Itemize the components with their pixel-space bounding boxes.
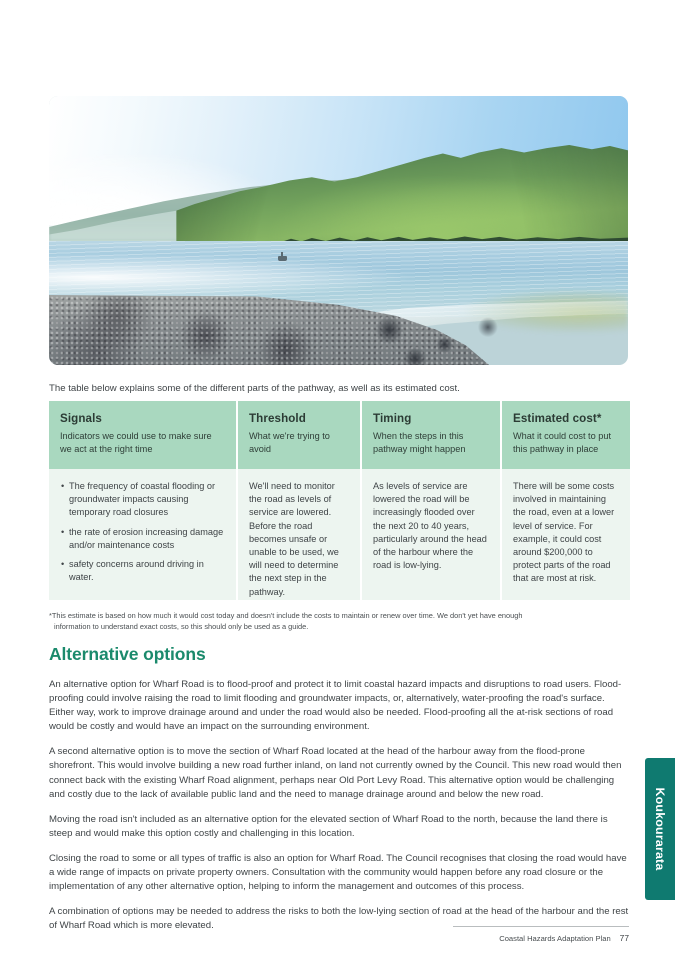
table-column-threshold xyxy=(238,401,360,600)
paragraph: An alternative option for Wharf Road is to flood-proof and protect it to limit coastal hazard impacts and disruptions to road users. Flood-proofing could involve raising the road to limit flooding and groundwater impacts, or, alternatively, water-proofing the road's surface. Either way, work to improve drainage around and under the road would also be needed. Flood-proofing all the at-risk sections of road would be costly and would have an impact on the surrounding environment. xyxy=(49,679,622,733)
column-title: Threshold xyxy=(249,412,306,425)
column-title: Estimated cost* xyxy=(513,412,602,425)
photo-boat xyxy=(278,256,287,261)
paragraph: Moving the road isn't included as an alternative option for the elevated section of Wharf Road to the north, because the land there is steep and would make this option costly and challenging in this location. xyxy=(49,813,608,839)
footer-divider xyxy=(453,926,629,927)
table-header-estimated-cost xyxy=(502,401,630,469)
list-item: • the rate of erosion increasing damage and/or maintenance costs xyxy=(69,526,225,552)
signals-list xyxy=(60,480,225,584)
paragraph: A combination of options may be needed to address the risks to both the low-lying section of road at the head of the harbour and the rest of Wharf Road which is more elevated. xyxy=(49,906,629,932)
table-cell-signals xyxy=(49,469,236,600)
column-subtitle: Indicators we could use to make sure we act at the right time xyxy=(60,431,212,454)
chapter-tab-koukourarata xyxy=(645,758,675,900)
table-cell-threshold xyxy=(238,469,360,600)
list-item: • The frequency of coastal flooding or groundwater impacts causing temporary road closures xyxy=(69,480,225,520)
column-subtitle: What we're trying to avoid xyxy=(249,431,330,454)
paragraph: A second alternative option is to move the section of Wharf Road located at the head of the harbour away from the flood-prone shorefront. This would involve building a new road further inland, on land not currently owned by the Council. This new road would then connect back with the existing Wharf Road alignment, perhaps near Old Port Levy Road. This alternative option would be challenging and costly due to the lack of available public land and the need to manage drainage around and below the new road. xyxy=(49,746,622,800)
table-cell-timing xyxy=(362,469,500,600)
column-title: Timing xyxy=(373,412,412,425)
table-header-timing xyxy=(362,401,500,469)
footnote-line-2: information to understand exact costs, so this should only be used as a guide. xyxy=(54,622,309,631)
table-column-timing xyxy=(362,401,500,600)
column-title: Signals xyxy=(60,412,102,425)
cell-text: As levels of service are lowered the road will be increasingly flooded over the next 20 to 40 years, particularly around the head of the harbour where the road is low-lying. xyxy=(373,481,487,571)
section-heading-alternative-options: Alternative options xyxy=(49,644,206,664)
intro-text: The table below explains some of the different parts of the pathway, as well as its estimated cost. xyxy=(49,383,460,394)
cell-text: We'll need to monitor the road as levels of service are lowered. Before the road becomes unsafe or unable to be used, we will need to determine the next step in the pathway. xyxy=(249,481,339,597)
list-item: • safety concerns around driving in water. xyxy=(69,558,225,584)
page-footer xyxy=(453,933,629,943)
column-subtitle: When the steps in this pathway might happen xyxy=(373,431,466,454)
table-header-signals xyxy=(49,401,236,469)
body-content xyxy=(49,678,629,944)
paragraph: Closing the road to some or all types of traffic is also an option for Wharf Road. The Council recognises that closing the road would have a wide range of impacts on private property owners. Consultation with the community would happen before any road closure or the implementation of any other alternative option, helping to inform the management and outcomes of this process. xyxy=(49,852,627,893)
footnote-line-1: *This estimate is based on how much it would cost today and doesn't include the costs to maintain or renew over time. We don't yet have enough xyxy=(49,611,523,620)
table-column-estimated-cost xyxy=(502,401,630,600)
table-column-signals xyxy=(49,401,236,600)
table-cell-estimated-cost xyxy=(502,469,630,600)
table-header-threshold xyxy=(238,401,360,469)
footer-document-title: Coastal Hazards Adaptation Plan xyxy=(499,934,611,943)
pathway-table xyxy=(49,401,628,600)
column-subtitle: What it could cost to put this pathway in place xyxy=(513,431,612,454)
photo-wet-rocks xyxy=(350,311,547,365)
page-number: 77 xyxy=(619,933,629,943)
chapter-tab-label: Koukourarata xyxy=(653,787,667,871)
coastal-photograph xyxy=(49,96,628,365)
cell-text: There will be some costs involved in maintaining the road, even at a lower level of service. For example, it could cost around $200,000 to protect parts of the road that are most at risk. xyxy=(513,481,615,584)
cost-footnote xyxy=(49,610,609,632)
